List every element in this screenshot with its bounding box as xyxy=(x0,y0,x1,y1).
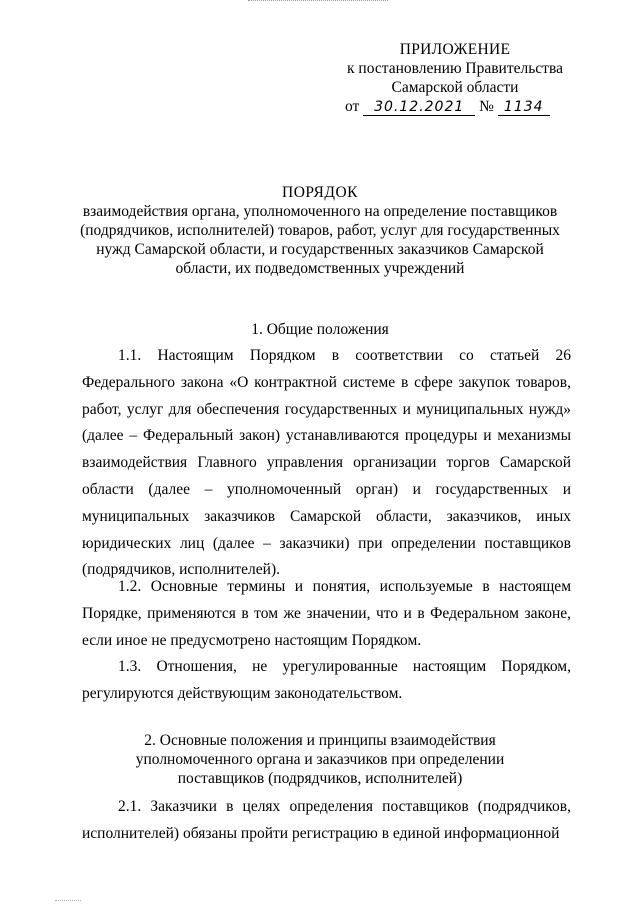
document-subtitle-line: нужд Самарской области, и государственных заказчиков Самарской xyxy=(96,241,544,258)
attachment-line-1: к постановлению Правительства xyxy=(347,60,563,77)
paragraph-2-1: 2.1. Заказчики в целях определения поставщиков (подрядчиков, исполнителей) обязаны пройти регистрацию в единой информационной xyxy=(82,798,571,842)
handwritten-number: 1134 xyxy=(498,99,550,116)
document-subtitle-line: области, их подведомственных учреждений xyxy=(175,260,465,277)
section-2-heading-line: поставщиков (подрядчиков, исполнителей) xyxy=(177,770,463,787)
attachment-title: ПРИЛОЖЕНИЕ xyxy=(399,41,511,58)
scan-artifact-bottom xyxy=(55,900,81,903)
paragraph-1-3: 1.3. Отношения, не урегулированные настоящим Порядком, регулируются действующим законодательством. xyxy=(82,658,571,702)
section-2-heading xyxy=(60,731,580,788)
attachment-date-row xyxy=(345,97,585,117)
section-1-heading: 1. Общие положения xyxy=(251,321,389,338)
scan-artifact-top xyxy=(248,0,388,4)
document-subtitle-line: взаимодействия органа, уполномоченного на определение поставщиков xyxy=(82,203,558,220)
paragraph-1-1: 1.1. Настоящим Порядком в соответствии со статьей 26 Федерального закона «О контрактной системе в сфере закупок товаров, работ, услуг для обеспечения государственных и муниципальных нужд» (далее – Федеральный закон) устанавливаются процедуры и механизмы взаимодействия Главного управления организации торгов Самарской области (далее – уполномоченный орган) и государственных и муниципальных заказчиков Самарской области, заказчиков, иных юридических лиц (далее – заказчики) при определении поставщиков (подрядчиков, исполнителей). xyxy=(82,347,571,579)
document-subtitle-line: (подрядчиков, исполнителей) товаров, работ, услуг для государственных xyxy=(80,222,560,239)
handwritten-date: 30.12.2021 xyxy=(363,99,475,116)
section-2-heading-line: 2. Основные положения и принципы взаимодействия xyxy=(144,732,496,749)
document-title: ПОРЯДОК xyxy=(282,184,358,201)
date-prefix: от xyxy=(345,98,360,115)
attachment-block xyxy=(325,40,585,117)
attachment-line-2: Самарской области xyxy=(391,79,519,96)
paragraph-1-2: 1.2. Основные термины и понятия, используемые в настоящем Порядке, применяются в том же значении, что и в Федеральном законе, если иное не предусмотрено настоящим Порядком. xyxy=(82,578,571,649)
document-title-block xyxy=(60,183,580,278)
section-2-heading-line: уполномоченного органа и заказчиков при определении xyxy=(135,751,505,768)
number-prefix: № xyxy=(479,98,494,115)
